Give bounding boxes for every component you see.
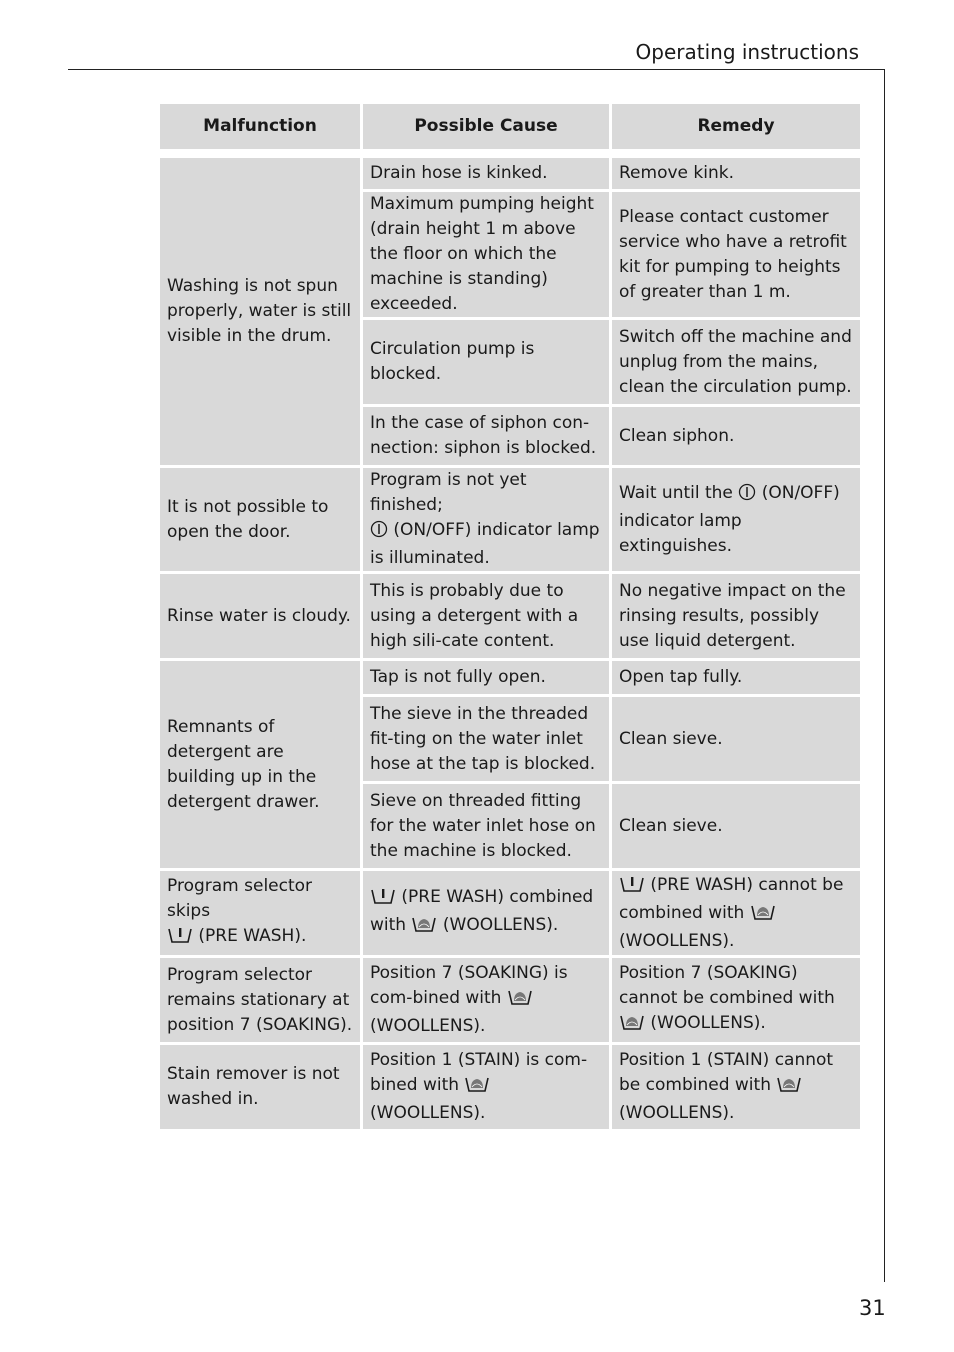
cause-cell: In the case of siphon con-nection: siphon is blocked. (362, 406, 611, 467)
remedy-cell (611, 467, 862, 573)
remedy-cell: Clean sieve. (611, 696, 862, 783)
header-title: Operating instructions (635, 40, 859, 64)
remedy-cell: Clean siphon. (611, 406, 862, 467)
cause-text: (WOOLLENS). (370, 1016, 486, 1036)
remedy-cell: Please contact customer service who have a retrofit kit for pumping to heights of greater than 1 m. (611, 191, 862, 319)
malfunction-cell: Washing is not spun properly, water is still visible in the drum. (159, 157, 362, 467)
column-header-cause: Possible Cause (362, 103, 611, 151)
cause-text: Position 1 (STAIN) is com-bined with (370, 1050, 588, 1095)
malfunction-text: Program selector skips (167, 876, 313, 921)
remedy-cell: Clean sieve. (611, 783, 862, 870)
table-row (159, 157, 862, 191)
malfunction-cell: Rinse water is cloudy. (159, 573, 362, 660)
cause-cell: The sieve in the threaded fit-ting on the water inlet hose at the tap is blocked. (362, 696, 611, 783)
remedy-text: (ON/OFF) indicator lamp extinguishes. (619, 482, 840, 556)
table-row (159, 660, 862, 696)
remedy-text: Position 1 (STAIN) cannot be combined with (619, 1050, 834, 1095)
cause-cell: Maximum pumping height (drain height 1 m above the floor on which the machine is standing) exceeded. (362, 191, 611, 319)
prewash-icon (619, 875, 645, 901)
remedy-text: (PRE WASH) cannot be combined with (619, 874, 844, 923)
remedy-text: (WOOLLENS). (619, 930, 735, 951)
power-icon (370, 520, 388, 546)
table-row (159, 957, 862, 1044)
cause-text: (WOOLLENS). (370, 1103, 486, 1123)
table-row (159, 573, 862, 660)
cause-cell: Circulation pump is blocked. (362, 319, 611, 406)
cause-cell (362, 1044, 611, 1131)
remedy-cell: Remove kink. (611, 157, 862, 191)
cause-cell (362, 870, 611, 957)
woollens-icon (464, 1075, 490, 1101)
remedy-cell: Switch off the machine and unplug from the mains, clean the circulation pump. (611, 319, 862, 406)
woollens-icon (776, 1075, 802, 1101)
remedy-cell: Open tap fully. (611, 660, 862, 696)
cause-cell: Tap is not fully open. (362, 660, 611, 696)
remedy-cell (611, 957, 862, 1044)
prewash-icon (167, 926, 193, 952)
malfunction-cell: It is not possible to open the door. (159, 467, 362, 573)
prewash-icon (370, 887, 396, 913)
cause-text: (WOOLLENS). (442, 915, 559, 935)
page-number: 31 (859, 1296, 886, 1320)
woollens-icon (411, 915, 437, 941)
table-row (159, 1044, 862, 1131)
margin-rule (884, 69, 885, 1282)
remedy-cell (611, 870, 862, 957)
remedy-text: (WOOLLENS). (619, 1103, 735, 1123)
remedy-text: Wait until the (619, 482, 733, 503)
cause-cell: This is probably due to using a detergent with a high sili-cate content. (362, 573, 611, 660)
malfunction-cell: Stain remover is not washed in. (159, 1044, 362, 1131)
cause-text: Program is not yet finished; (370, 470, 527, 515)
malfunction-cell (159, 870, 362, 957)
table-row (159, 870, 862, 957)
woollens-icon (619, 1013, 645, 1039)
cause-cell: Drain hose is kinked. (362, 157, 611, 191)
power-icon (738, 483, 756, 509)
cause-text: Position 7 (SOAKING) is com-bined with (370, 963, 568, 1008)
troubleshooting-table (157, 101, 863, 1132)
remedy-cell (611, 1044, 862, 1131)
woollens-icon (750, 903, 776, 929)
table-header-row (159, 103, 862, 151)
malfunction-text: (PRE WASH). (198, 926, 307, 946)
cause-text: (ON/OFF) indicator lamp is illuminated. (370, 520, 600, 568)
remedy-cell: No negative impact on the rinsing results, possibly use liquid detergent. (611, 573, 862, 660)
malfunction-cell: Remnants of detergent are building up in the detergent drawer. (159, 660, 362, 870)
header-rule (68, 69, 885, 70)
cause-cell (362, 957, 611, 1044)
column-header-remedy: Remedy (611, 103, 862, 151)
table-row (159, 467, 862, 573)
cause-cell: Sieve on threaded fitting for the water inlet hose on the machine is blocked. (362, 783, 611, 870)
malfunction-cell: Program selector remains stationary at position 7 (SOAKING). (159, 957, 362, 1044)
column-header-malfunction: Malfunction (159, 103, 362, 151)
remedy-text: (WOOLLENS). (650, 1013, 766, 1033)
cause-text: (PRE WASH) combined with (370, 887, 594, 935)
remedy-text: Position 7 (SOAKING) cannot be combined with (619, 963, 835, 1008)
woollens-icon (507, 988, 533, 1014)
cause-cell (362, 467, 611, 573)
